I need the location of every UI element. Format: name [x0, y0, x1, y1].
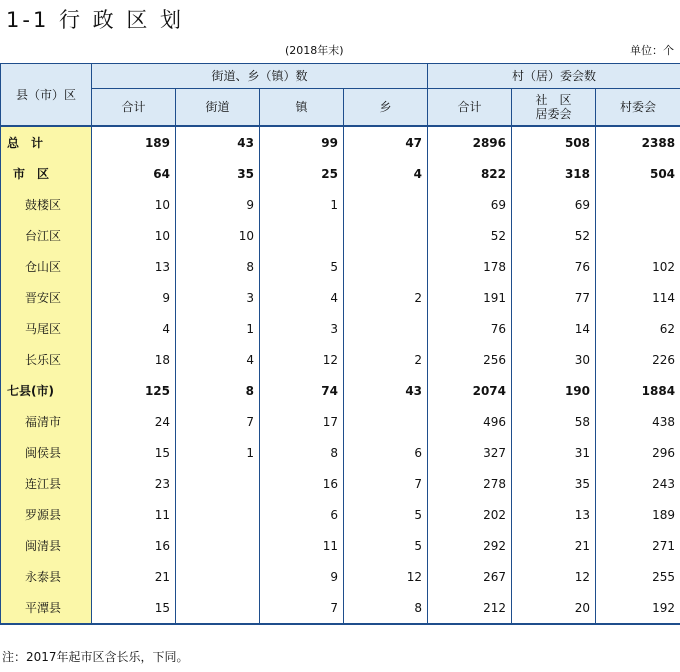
table-cell: 10 — [92, 189, 176, 220]
table-row — [1, 375, 680, 406]
column-header-street-total: 合计 — [92, 89, 176, 127]
table-cell: 8 — [344, 592, 428, 624]
table-cell: 16 — [260, 468, 344, 499]
table-cell: 271 — [596, 530, 680, 561]
table-cell: 11 — [260, 530, 344, 561]
table-cell: 191 — [428, 282, 512, 313]
table-cell: 99 — [260, 126, 344, 158]
table-cell — [176, 561, 260, 592]
table-cell: 292 — [428, 530, 512, 561]
table-row — [1, 344, 680, 375]
table-cell: 52 — [512, 220, 596, 251]
table-cell: 77 — [512, 282, 596, 313]
table-cell — [596, 189, 680, 220]
table-cell — [344, 220, 428, 251]
table-cell: 278 — [428, 468, 512, 499]
column-header-village-committees: 村委会 — [596, 89, 680, 127]
table-cell: 24 — [92, 406, 176, 437]
table-cell: 58 — [512, 406, 596, 437]
table-cell: 504 — [596, 158, 680, 189]
table-cell — [596, 220, 680, 251]
table-row — [1, 313, 680, 344]
page-title: 1-1 行 政 区 划 — [6, 8, 185, 32]
column-header-townships: 乡 — [344, 89, 428, 127]
table-cell: 8 — [176, 375, 260, 406]
row-label: 闽侯县 — [1, 437, 92, 468]
table-cell: 47 — [344, 126, 428, 158]
table-cell: 3 — [176, 282, 260, 313]
table-cell: 16 — [92, 530, 176, 561]
row-label: 总 计 — [1, 126, 92, 158]
row-label: 仓山区 — [1, 251, 92, 282]
table-cell: 35 — [176, 158, 260, 189]
table-row — [1, 437, 680, 468]
table-cell: 2 — [344, 344, 428, 375]
table-row — [1, 126, 680, 158]
table-cell — [344, 313, 428, 344]
row-label: 七县(市) — [1, 375, 92, 406]
table-cell: 74 — [260, 375, 344, 406]
table-cell: 4 — [92, 313, 176, 344]
table-row — [1, 561, 680, 592]
table-cell: 18 — [92, 344, 176, 375]
row-label: 晋安区 — [1, 282, 92, 313]
table-cell: 202 — [428, 499, 512, 530]
table-cell: 5 — [344, 499, 428, 530]
column-group-committees: 村（居）委会数 — [428, 64, 680, 89]
table-row — [1, 189, 680, 220]
table-cell: 13 — [92, 251, 176, 282]
row-label: 台江区 — [1, 220, 92, 251]
table-cell: 255 — [596, 561, 680, 592]
table-cell: 8 — [260, 437, 344, 468]
table-cell: 192 — [596, 592, 680, 624]
table-cell: 13 — [512, 499, 596, 530]
table-cell: 1884 — [596, 375, 680, 406]
table-cell: 69 — [428, 189, 512, 220]
unit-label: 单位：个 — [630, 44, 674, 57]
table-cell: 7 — [260, 592, 344, 624]
table-cell: 30 — [512, 344, 596, 375]
column-header-towns: 镇 — [260, 89, 344, 127]
table-cell: 267 — [428, 561, 512, 592]
table-row — [1, 220, 680, 251]
table-cell: 4 — [260, 282, 344, 313]
table-cell: 1 — [260, 189, 344, 220]
table-cell: 7 — [176, 406, 260, 437]
table-cell: 6 — [344, 437, 428, 468]
column-header-county: 县（市）区 — [1, 64, 92, 127]
table-row — [1, 468, 680, 499]
table-cell: 8 — [176, 251, 260, 282]
table-cell: 3 — [260, 313, 344, 344]
table-cell: 17 — [260, 406, 344, 437]
table-cell: 178 — [428, 251, 512, 282]
year-label: (2018年末) — [285, 44, 344, 57]
table-cell: 10 — [176, 220, 260, 251]
table-cell: 35 — [512, 468, 596, 499]
column-header-community-committees: 社 区 居委会 — [512, 89, 596, 127]
row-label: 长乐区 — [1, 344, 92, 375]
row-label: 福清市 — [1, 406, 92, 437]
table-cell: 296 — [596, 437, 680, 468]
table-cell: 5 — [344, 530, 428, 561]
table-cell: 822 — [428, 158, 512, 189]
row-label: 马尾区 — [1, 313, 92, 344]
table-cell: 125 — [92, 375, 176, 406]
table-cell — [344, 406, 428, 437]
table-cell: 12 — [512, 561, 596, 592]
table-cell: 212 — [428, 592, 512, 624]
admin-division-table — [0, 63, 680, 625]
table-cell: 11 — [92, 499, 176, 530]
row-label: 连江县 — [1, 468, 92, 499]
table-body — [1, 126, 680, 624]
row-label: 市 区 — [1, 158, 92, 189]
table-cell: 2388 — [596, 126, 680, 158]
table-cell — [176, 468, 260, 499]
table-cell: 2896 — [428, 126, 512, 158]
table-cell: 9 — [92, 282, 176, 313]
table-cell: 25 — [260, 158, 344, 189]
table-cell: 327 — [428, 437, 512, 468]
table-cell: 12 — [260, 344, 344, 375]
table-cell: 438 — [596, 406, 680, 437]
table-cell: 6 — [260, 499, 344, 530]
table-cell: 64 — [92, 158, 176, 189]
table-row — [1, 592, 680, 624]
table-cell: 15 — [92, 592, 176, 624]
table-cell: 14 — [512, 313, 596, 344]
table-cell: 43 — [344, 375, 428, 406]
table-cell: 20 — [512, 592, 596, 624]
table-cell: 21 — [512, 530, 596, 561]
table-cell: 4 — [344, 158, 428, 189]
table-cell: 43 — [176, 126, 260, 158]
table-cell: 226 — [596, 344, 680, 375]
table-row — [1, 530, 680, 561]
column-header-streets: 街道 — [176, 89, 260, 127]
table-cell: 2 — [344, 282, 428, 313]
table-cell: 243 — [596, 468, 680, 499]
table-row — [1, 282, 680, 313]
table-cell: 10 — [92, 220, 176, 251]
table-cell: 31 — [512, 437, 596, 468]
table-cell: 52 — [428, 220, 512, 251]
table-cell: 7 — [344, 468, 428, 499]
table-cell — [344, 251, 428, 282]
table-cell: 2074 — [428, 375, 512, 406]
table-cell: 189 — [92, 126, 176, 158]
row-label: 闽清县 — [1, 530, 92, 561]
table-row — [1, 499, 680, 530]
table-cell: 256 — [428, 344, 512, 375]
footnote: 注：2017年起市区含长乐，下同。 — [2, 650, 189, 664]
table-cell: 1 — [176, 437, 260, 468]
table-cell: 15 — [92, 437, 176, 468]
table-row — [1, 158, 680, 189]
table-cell: 1 — [176, 313, 260, 344]
table-cell: 190 — [512, 375, 596, 406]
table-cell: 76 — [512, 251, 596, 282]
row-label: 永泰县 — [1, 561, 92, 592]
table-cell: 62 — [596, 313, 680, 344]
table-cell: 76 — [428, 313, 512, 344]
table-cell — [176, 592, 260, 624]
table-cell — [176, 530, 260, 561]
table-cell — [260, 220, 344, 251]
row-label: 罗源县 — [1, 499, 92, 530]
table-cell: 4 — [176, 344, 260, 375]
table-cell: 12 — [344, 561, 428, 592]
table-cell: 9 — [260, 561, 344, 592]
table-cell: 5 — [260, 251, 344, 282]
table-cell: 189 — [596, 499, 680, 530]
table-cell: 318 — [512, 158, 596, 189]
table-cell: 508 — [512, 126, 596, 158]
table-cell — [344, 189, 428, 220]
column-group-streets-towns: 街道、乡（镇）数 — [92, 64, 428, 89]
table-cell: 114 — [596, 282, 680, 313]
table-cell: 496 — [428, 406, 512, 437]
table-row — [1, 251, 680, 282]
table-cell: 9 — [176, 189, 260, 220]
row-label: 平潭县 — [1, 592, 92, 624]
table-cell — [176, 499, 260, 530]
table-cell: 21 — [92, 561, 176, 592]
table-cell: 102 — [596, 251, 680, 282]
table-cell: 23 — [92, 468, 176, 499]
row-label: 鼓楼区 — [1, 189, 92, 220]
column-header-committee-total: 合计 — [428, 89, 512, 127]
table-row — [1, 406, 680, 437]
table-cell: 69 — [512, 189, 596, 220]
